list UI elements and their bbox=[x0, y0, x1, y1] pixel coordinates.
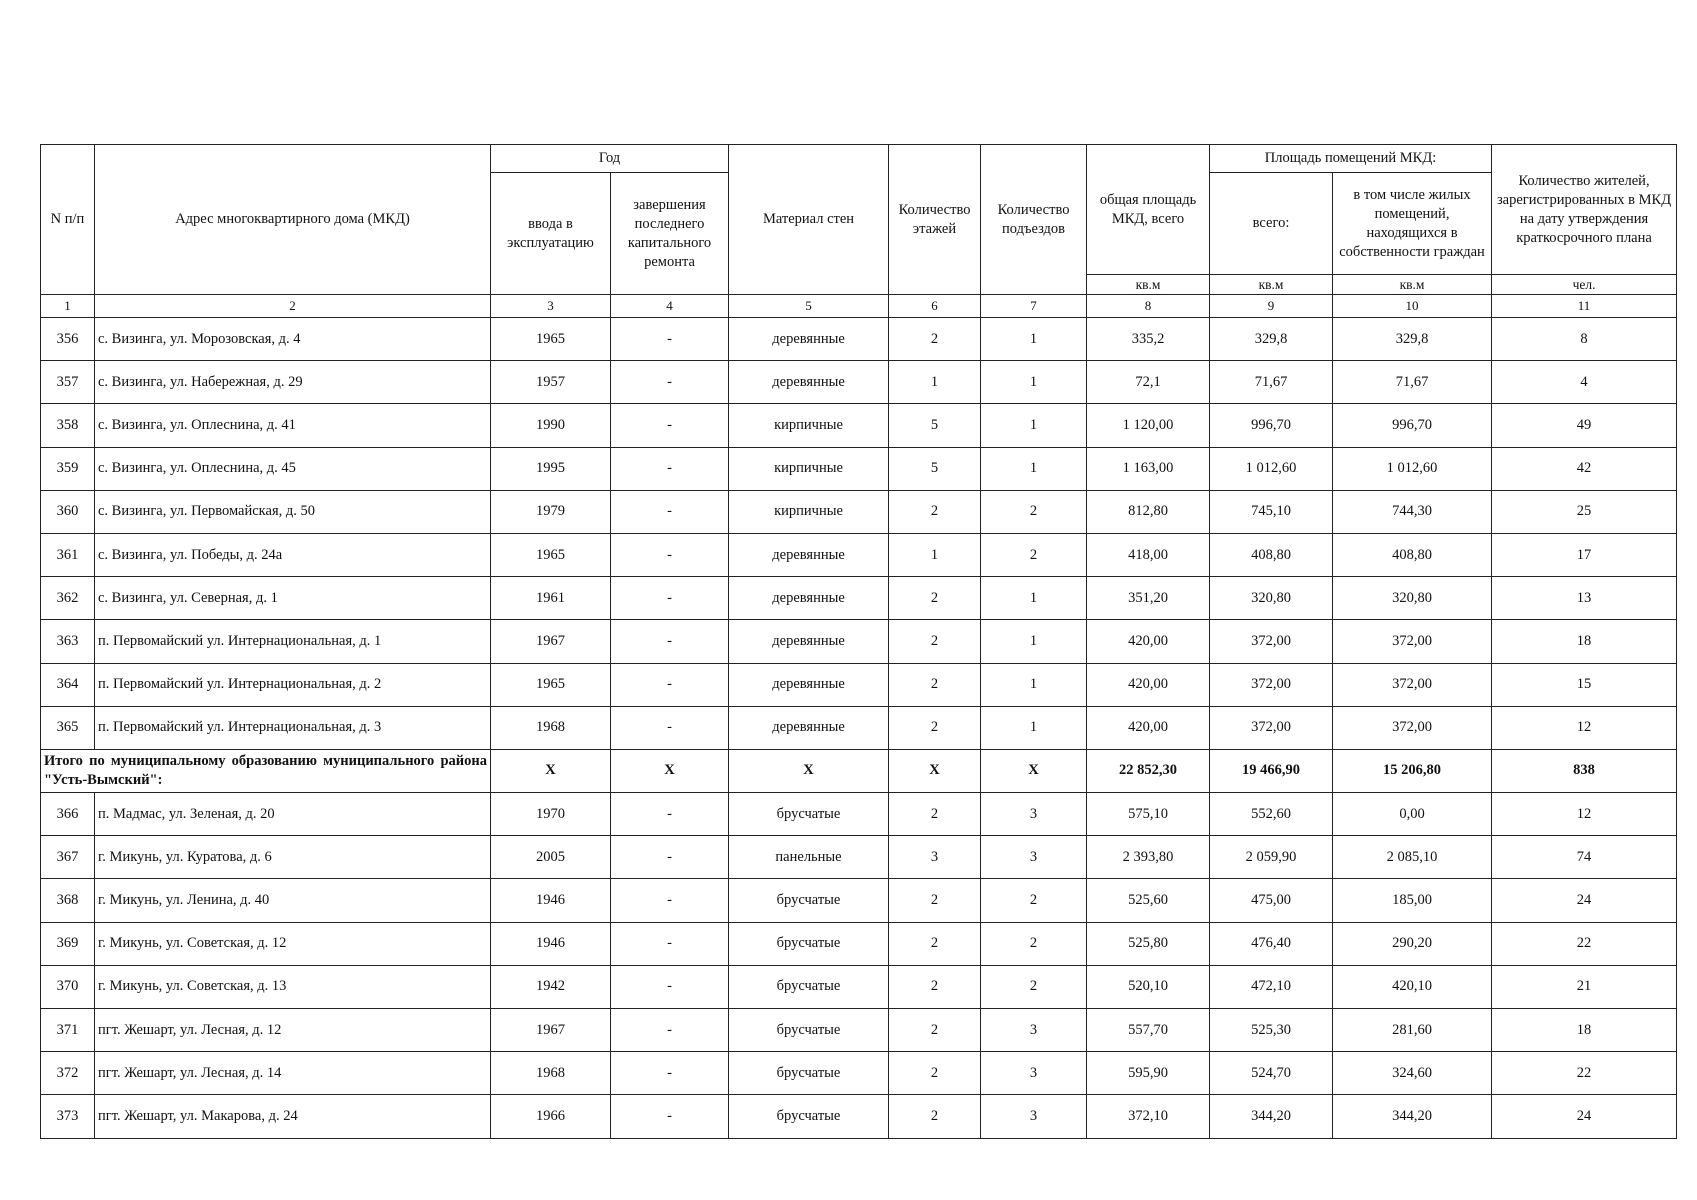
row-total-area: 812,80 bbox=[1087, 490, 1210, 533]
row-floors: 2 bbox=[889, 318, 981, 361]
row-total-area: 2 393,80 bbox=[1087, 836, 1210, 879]
table-row bbox=[41, 577, 1677, 620]
row-area-private: 1 012,60 bbox=[1333, 447, 1492, 490]
row-wall-material: кирпичные bbox=[729, 447, 889, 490]
row-entrances: 3 bbox=[981, 1095, 1087, 1138]
row-area-all: 372,00 bbox=[1210, 620, 1333, 663]
table-row bbox=[41, 318, 1677, 361]
header-wall-material: Материал стен bbox=[729, 145, 889, 295]
row-wall-material: деревянные bbox=[729, 706, 889, 749]
row-area-private: 281,60 bbox=[1333, 1009, 1492, 1052]
row-year-repair: - bbox=[611, 620, 729, 663]
row-number: 368 bbox=[41, 879, 95, 922]
row-number: 371 bbox=[41, 1009, 95, 1052]
row-entrances: 1 bbox=[981, 620, 1087, 663]
row-year-commission: 1966 bbox=[491, 1095, 611, 1138]
row-address: пгт. Жешарт, ул. Лесная, д. 14 bbox=[95, 1052, 491, 1095]
row-area-all: 475,00 bbox=[1210, 879, 1333, 922]
row-total-area: 525,60 bbox=[1087, 879, 1210, 922]
header-area-group: Площадь помещений МКД: bbox=[1210, 145, 1492, 173]
row-residents: 74 bbox=[1492, 836, 1677, 879]
row-address: г. Микунь, ул. Советская, д. 13 bbox=[95, 965, 491, 1008]
row-year-repair: - bbox=[611, 1009, 729, 1052]
column-number: 10 bbox=[1333, 295, 1492, 318]
row-total-area: 420,00 bbox=[1087, 663, 1210, 706]
row-total-area: 595,90 bbox=[1087, 1052, 1210, 1095]
total-residents: 838 bbox=[1492, 749, 1677, 792]
row-area-all: 552,60 bbox=[1210, 793, 1333, 836]
row-year-repair: - bbox=[611, 922, 729, 965]
row-wall-material: деревянные bbox=[729, 361, 889, 404]
row-residents: 18 bbox=[1492, 620, 1677, 663]
row-floors: 2 bbox=[889, 922, 981, 965]
row-number: 362 bbox=[41, 577, 95, 620]
column-numbers-row bbox=[41, 295, 1677, 318]
row-address: с. Визинга, ул. Оплеснина, д. 41 bbox=[95, 404, 491, 447]
total-year: X bbox=[491, 749, 611, 792]
row-year-commission: 1965 bbox=[491, 318, 611, 361]
row-area-private: 2 085,10 bbox=[1333, 836, 1492, 879]
total-total-area: 22 852,30 bbox=[1087, 749, 1210, 792]
table-header bbox=[41, 145, 1677, 318]
row-wall-material: брусчатые bbox=[729, 965, 889, 1008]
row-total-area: 420,00 bbox=[1087, 620, 1210, 663]
row-entrances: 1 bbox=[981, 404, 1087, 447]
row-total-area: 1 163,00 bbox=[1087, 447, 1210, 490]
row-number: 367 bbox=[41, 836, 95, 879]
total-repair: X bbox=[611, 749, 729, 792]
row-area-private: 372,00 bbox=[1333, 706, 1492, 749]
row-entrances: 2 bbox=[981, 965, 1087, 1008]
row-area-private: 408,80 bbox=[1333, 533, 1492, 576]
row-year-repair: - bbox=[611, 1095, 729, 1138]
row-area-all: 372,00 bbox=[1210, 663, 1333, 706]
row-area-private: 996,70 bbox=[1333, 404, 1492, 447]
row-year-repair: - bbox=[611, 706, 729, 749]
row-floors: 1 bbox=[889, 533, 981, 576]
table-row bbox=[41, 965, 1677, 1008]
row-entrances: 3 bbox=[981, 1009, 1087, 1052]
row-address: г. Микунь, ул. Куратова, д. 6 bbox=[95, 836, 491, 879]
unit-area-private: кв.м bbox=[1333, 275, 1492, 295]
row-residents: 49 bbox=[1492, 404, 1677, 447]
total-floors: X bbox=[889, 749, 981, 792]
column-number: 2 bbox=[95, 295, 491, 318]
row-floors: 2 bbox=[889, 620, 981, 663]
table-row bbox=[41, 922, 1677, 965]
table-row bbox=[41, 793, 1677, 836]
row-wall-material: кирпичные bbox=[729, 404, 889, 447]
row-year-repair: - bbox=[611, 793, 729, 836]
table-row bbox=[41, 1009, 1677, 1052]
row-residents: 12 bbox=[1492, 793, 1677, 836]
row-residents: 21 bbox=[1492, 965, 1677, 1008]
row-floors: 2 bbox=[889, 879, 981, 922]
row-year-commission: 1979 bbox=[491, 490, 611, 533]
header-year-group: Год bbox=[491, 145, 729, 173]
header-entrances: Количество подъездов bbox=[981, 145, 1087, 295]
row-year-repair: - bbox=[611, 836, 729, 879]
row-number: 364 bbox=[41, 663, 95, 706]
row-residents: 22 bbox=[1492, 922, 1677, 965]
row-area-private: 320,80 bbox=[1333, 577, 1492, 620]
row-wall-material: брусчатые bbox=[729, 1095, 889, 1138]
row-address: п. Первомайский ул. Интернациональная, д. 2 bbox=[95, 663, 491, 706]
row-year-repair: - bbox=[611, 1052, 729, 1095]
column-number: 11 bbox=[1492, 295, 1677, 318]
row-floors: 2 bbox=[889, 490, 981, 533]
row-year-commission: 1968 bbox=[491, 1052, 611, 1095]
table-row bbox=[41, 533, 1677, 576]
header-address: Адрес многоквартирного дома (МКД) bbox=[95, 145, 491, 295]
row-area-all: 344,20 bbox=[1210, 1095, 1333, 1138]
row-year-commission: 1957 bbox=[491, 361, 611, 404]
row-entrances: 2 bbox=[981, 879, 1087, 922]
row-year-commission: 1990 bbox=[491, 404, 611, 447]
row-address: пгт. Жешарт, ул. Лесная, д. 12 bbox=[95, 1009, 491, 1052]
row-residents: 12 bbox=[1492, 706, 1677, 749]
row-floors: 5 bbox=[889, 404, 981, 447]
row-address: г. Микунь, ул. Ленина, д. 40 bbox=[95, 879, 491, 922]
row-floors: 2 bbox=[889, 663, 981, 706]
row-area-all: 472,10 bbox=[1210, 965, 1333, 1008]
row-address: п. Первомайский ул. Интернациональная, д. 3 bbox=[95, 706, 491, 749]
row-wall-material: брусчатые bbox=[729, 1052, 889, 1095]
row-area-all: 745,10 bbox=[1210, 490, 1333, 533]
row-floors: 2 bbox=[889, 1095, 981, 1138]
table-row bbox=[41, 490, 1677, 533]
row-area-all: 476,40 bbox=[1210, 922, 1333, 965]
row-year-commission: 1970 bbox=[491, 793, 611, 836]
row-year-commission: 1946 bbox=[491, 879, 611, 922]
row-address: с. Визинга, ул. Оплеснина, д. 45 bbox=[95, 447, 491, 490]
row-year-repair: - bbox=[611, 965, 729, 1008]
row-total-area: 72,1 bbox=[1087, 361, 1210, 404]
row-floors: 2 bbox=[889, 706, 981, 749]
row-number: 370 bbox=[41, 965, 95, 1008]
row-wall-material: брусчатые bbox=[729, 793, 889, 836]
total-row bbox=[41, 749, 1677, 792]
row-floors: 2 bbox=[889, 793, 981, 836]
row-number: 358 bbox=[41, 404, 95, 447]
unit-area-all: кв.м bbox=[1210, 275, 1333, 295]
row-floors: 2 bbox=[889, 965, 981, 1008]
row-number: 360 bbox=[41, 490, 95, 533]
total-entrances: X bbox=[981, 749, 1087, 792]
row-total-area: 351,20 bbox=[1087, 577, 1210, 620]
header-residents: Количество жителей, зарегистрированных в МКД на дату утверждения краткосрочного плана bbox=[1492, 145, 1677, 275]
row-entrances: 3 bbox=[981, 1052, 1087, 1095]
header-floors: Количество этажей bbox=[889, 145, 981, 295]
total-area-all: 19 466,90 bbox=[1210, 749, 1333, 792]
row-area-private: 290,20 bbox=[1333, 922, 1492, 965]
row-total-area: 557,70 bbox=[1087, 1009, 1210, 1052]
row-year-repair: - bbox=[611, 577, 729, 620]
row-area-all: 2 059,90 bbox=[1210, 836, 1333, 879]
row-total-area: 372,10 bbox=[1087, 1095, 1210, 1138]
row-residents: 13 bbox=[1492, 577, 1677, 620]
row-wall-material: кирпичные bbox=[729, 490, 889, 533]
column-number: 5 bbox=[729, 295, 889, 318]
row-residents: 22 bbox=[1492, 1052, 1677, 1095]
column-number: 7 bbox=[981, 295, 1087, 318]
row-entrances: 1 bbox=[981, 577, 1087, 620]
header-year-commission: ввода в эксплуатацию bbox=[491, 173, 611, 295]
row-year-commission: 1968 bbox=[491, 706, 611, 749]
row-entrances: 1 bbox=[981, 706, 1087, 749]
table-row bbox=[41, 1095, 1677, 1138]
row-wall-material: брусчатые bbox=[729, 922, 889, 965]
table-body bbox=[41, 318, 1677, 1139]
row-entrances: 1 bbox=[981, 663, 1087, 706]
row-address: с. Визинга, ул. Победы, д. 24а bbox=[95, 533, 491, 576]
table-row bbox=[41, 361, 1677, 404]
row-entrances: 1 bbox=[981, 447, 1087, 490]
row-entrances: 1 bbox=[981, 318, 1087, 361]
row-area-private: 372,00 bbox=[1333, 620, 1492, 663]
table-row bbox=[41, 620, 1677, 663]
header-total-area: общая площадь МКД, всего bbox=[1087, 145, 1210, 275]
row-number: 366 bbox=[41, 793, 95, 836]
column-number: 1 bbox=[41, 295, 95, 318]
column-number: 9 bbox=[1210, 295, 1333, 318]
row-residents: 25 bbox=[1492, 490, 1677, 533]
row-address: с. Визинга, ул. Первомайская, д. 50 bbox=[95, 490, 491, 533]
table-row bbox=[41, 404, 1677, 447]
row-number: 369 bbox=[41, 922, 95, 965]
row-residents: 24 bbox=[1492, 879, 1677, 922]
row-total-area: 575,10 bbox=[1087, 793, 1210, 836]
row-area-all: 525,30 bbox=[1210, 1009, 1333, 1052]
row-year-repair: - bbox=[611, 361, 729, 404]
row-address: с. Визинга, ул. Морозовская, д. 4 bbox=[95, 318, 491, 361]
row-area-private: 71,67 bbox=[1333, 361, 1492, 404]
row-year-repair: - bbox=[611, 447, 729, 490]
table-row bbox=[41, 447, 1677, 490]
row-residents: 4 bbox=[1492, 361, 1677, 404]
row-year-commission: 2005 bbox=[491, 836, 611, 879]
header-number: N п/п bbox=[41, 145, 95, 295]
row-area-private: 420,10 bbox=[1333, 965, 1492, 1008]
row-residents: 18 bbox=[1492, 1009, 1677, 1052]
table-row bbox=[41, 879, 1677, 922]
row-area-private: 344,20 bbox=[1333, 1095, 1492, 1138]
row-area-private: 185,00 bbox=[1333, 879, 1492, 922]
row-wall-material: брусчатые bbox=[729, 1009, 889, 1052]
row-address: с. Визинга, ул. Северная, д. 1 bbox=[95, 577, 491, 620]
row-address: пгт. Жешарт, ул. Макарова, д. 24 bbox=[95, 1095, 491, 1138]
total-label: Итого по муниципальному образованию муниципального района "Усть-Вымский": bbox=[41, 749, 491, 792]
row-residents: 15 bbox=[1492, 663, 1677, 706]
row-number: 357 bbox=[41, 361, 95, 404]
row-address: г. Микунь, ул. Советская, д. 12 bbox=[95, 922, 491, 965]
table-row bbox=[41, 1052, 1677, 1095]
document-page bbox=[40, 144, 1676, 1139]
row-area-all: 996,70 bbox=[1210, 404, 1333, 447]
row-address: п. Мадмас, ул. Зеленая, д. 20 bbox=[95, 793, 491, 836]
row-year-repair: - bbox=[611, 879, 729, 922]
row-area-all: 408,80 bbox=[1210, 533, 1333, 576]
table-row bbox=[41, 706, 1677, 749]
total-material: X bbox=[729, 749, 889, 792]
row-year-repair: - bbox=[611, 663, 729, 706]
row-area-all: 329,8 bbox=[1210, 318, 1333, 361]
row-wall-material: панельные bbox=[729, 836, 889, 879]
row-year-commission: 1961 bbox=[491, 577, 611, 620]
row-number: 365 bbox=[41, 706, 95, 749]
row-total-area: 418,00 bbox=[1087, 533, 1210, 576]
row-residents: 24 bbox=[1492, 1095, 1677, 1138]
row-floors: 3 bbox=[889, 836, 981, 879]
row-year-commission: 1942 bbox=[491, 965, 611, 1008]
row-wall-material: деревянные bbox=[729, 533, 889, 576]
row-area-all: 1 012,60 bbox=[1210, 447, 1333, 490]
row-floors: 2 bbox=[889, 577, 981, 620]
header-year-repair: завершения последнего капитального ремонта bbox=[611, 173, 729, 295]
row-year-commission: 1946 bbox=[491, 922, 611, 965]
row-area-private: 372,00 bbox=[1333, 663, 1492, 706]
row-number: 361 bbox=[41, 533, 95, 576]
row-year-commission: 1965 bbox=[491, 533, 611, 576]
row-area-private: 329,8 bbox=[1333, 318, 1492, 361]
row-year-commission: 1995 bbox=[491, 447, 611, 490]
row-total-area: 525,80 bbox=[1087, 922, 1210, 965]
row-entrances: 3 bbox=[981, 793, 1087, 836]
row-number: 373 bbox=[41, 1095, 95, 1138]
row-number: 363 bbox=[41, 620, 95, 663]
row-total-area: 420,00 bbox=[1087, 706, 1210, 749]
row-number: 359 bbox=[41, 447, 95, 490]
row-residents: 42 bbox=[1492, 447, 1677, 490]
row-year-commission: 1965 bbox=[491, 663, 611, 706]
row-entrances: 1 bbox=[981, 361, 1087, 404]
row-area-all: 524,70 bbox=[1210, 1052, 1333, 1095]
column-number: 3 bbox=[491, 295, 611, 318]
housing-table bbox=[40, 144, 1677, 1139]
row-wall-material: деревянные bbox=[729, 577, 889, 620]
table-row bbox=[41, 663, 1677, 706]
row-number: 372 bbox=[41, 1052, 95, 1095]
header-area-private: в том числе жилых помещений, находящихся в собственности граждан bbox=[1333, 173, 1492, 275]
row-total-area: 1 120,00 bbox=[1087, 404, 1210, 447]
row-wall-material: деревянные bbox=[729, 620, 889, 663]
row-floors: 2 bbox=[889, 1052, 981, 1095]
row-entrances: 2 bbox=[981, 533, 1087, 576]
table-row bbox=[41, 836, 1677, 879]
row-year-repair: - bbox=[611, 533, 729, 576]
row-number: 356 bbox=[41, 318, 95, 361]
row-area-all: 320,80 bbox=[1210, 577, 1333, 620]
row-year-repair: - bbox=[611, 404, 729, 447]
row-total-area: 520,10 bbox=[1087, 965, 1210, 1008]
row-year-commission: 1967 bbox=[491, 620, 611, 663]
row-floors: 5 bbox=[889, 447, 981, 490]
row-floors: 1 bbox=[889, 361, 981, 404]
row-residents: 8 bbox=[1492, 318, 1677, 361]
row-floors: 2 bbox=[889, 1009, 981, 1052]
unit-total-area: кв.м bbox=[1087, 275, 1210, 295]
row-residents: 17 bbox=[1492, 533, 1677, 576]
row-wall-material: брусчатые bbox=[729, 879, 889, 922]
row-year-repair: - bbox=[611, 490, 729, 533]
row-address: с. Визинга, ул. Набережная, д. 29 bbox=[95, 361, 491, 404]
row-entrances: 2 bbox=[981, 922, 1087, 965]
column-number: 4 bbox=[611, 295, 729, 318]
unit-residents: чел. bbox=[1492, 275, 1677, 295]
row-year-repair: - bbox=[611, 318, 729, 361]
row-area-private: 744,30 bbox=[1333, 490, 1492, 533]
row-wall-material: деревянные bbox=[729, 318, 889, 361]
total-area-private: 15 206,80 bbox=[1333, 749, 1492, 792]
row-address: п. Первомайский ул. Интернациональная, д. 1 bbox=[95, 620, 491, 663]
row-entrances: 3 bbox=[981, 836, 1087, 879]
column-number: 6 bbox=[889, 295, 981, 318]
row-total-area: 335,2 bbox=[1087, 318, 1210, 361]
row-area-all: 71,67 bbox=[1210, 361, 1333, 404]
row-wall-material: деревянные bbox=[729, 663, 889, 706]
row-entrances: 2 bbox=[981, 490, 1087, 533]
header-area-all: всего: bbox=[1210, 173, 1333, 275]
row-area-private: 324,60 bbox=[1333, 1052, 1492, 1095]
row-area-private: 0,00 bbox=[1333, 793, 1492, 836]
column-number: 8 bbox=[1087, 295, 1210, 318]
row-year-commission: 1967 bbox=[491, 1009, 611, 1052]
row-area-all: 372,00 bbox=[1210, 706, 1333, 749]
